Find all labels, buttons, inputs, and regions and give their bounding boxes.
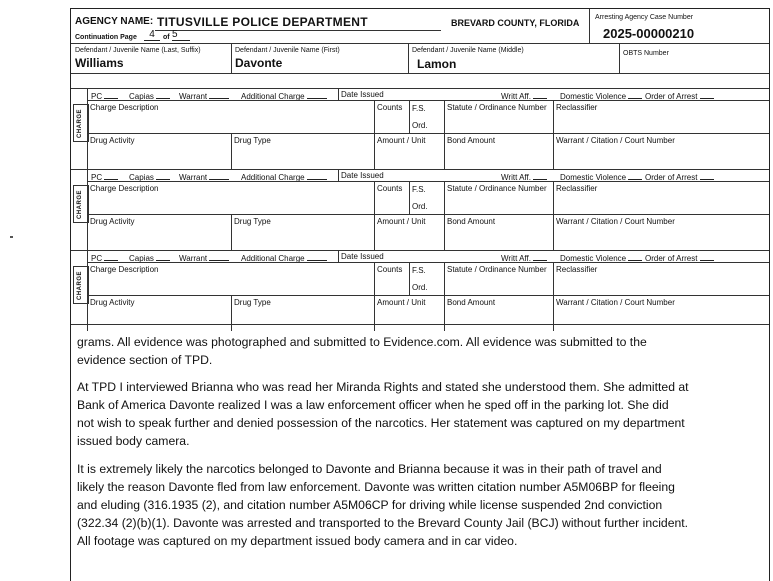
narrative-line: It is extremely likely the narcotics belonged to Davonte and Brianna because it was in their path of travel and <box>77 462 662 476</box>
warrant-citation-label: Warrant / Citation / Court Number <box>556 136 675 145</box>
reclassifier-label: Reclassifier <box>556 103 598 112</box>
writt-aff-blank <box>533 90 547 99</box>
order-of-arrest-text: Order of Arrest <box>645 92 698 101</box>
capias-blank <box>156 252 170 261</box>
drug-type-label: Drug Type <box>234 298 271 307</box>
page-number: 4 <box>144 29 160 41</box>
bond-amount-label: Bond Amount <box>447 136 496 145</box>
additional-charge-text: Additional Charge <box>241 92 305 101</box>
additional-charge-blank <box>307 171 327 180</box>
domestic-violence-blank <box>628 252 642 261</box>
ord-label: Ord. <box>412 283 428 292</box>
agency-underline <box>155 30 441 31</box>
pc-text: PC <box>91 254 103 263</box>
date-issued-label: Date Issued <box>341 90 384 99</box>
agency-label: AGENCY NAME: <box>75 16 154 27</box>
agency-name: TITUSVILLE POLICE DEPARTMENT <box>157 15 368 29</box>
defendant-middle-label: Defendant / Juvenile Name (Middle) <box>412 47 524 54</box>
reclassifier-divider <box>553 262 554 331</box>
pc-blank <box>104 252 118 261</box>
charge-top-line <box>71 88 769 89</box>
defendant-last-label: Defendant / Juvenile Name (Last, Suffix) <box>75 47 201 54</box>
charge-side-label: CHARGE <box>73 104 89 142</box>
warrant-text: Warrant <box>179 92 208 101</box>
fs-divider <box>409 100 410 133</box>
narrative-line: evidence section of TPD. <box>77 353 213 367</box>
def-divider-2 <box>408 43 409 73</box>
charge-side-label: CHARGE <box>73 266 89 304</box>
pc-blank <box>104 171 118 180</box>
case-divider <box>589 9 590 43</box>
drug-type-divider <box>231 214 232 250</box>
additional-charge-blank <box>307 252 327 261</box>
order-of-arrest-blank <box>700 252 714 261</box>
warrant-blank <box>209 171 229 180</box>
charge-description-label: Charge Description <box>90 184 159 193</box>
warrant-blank <box>209 252 229 261</box>
capias-blank <box>156 90 170 99</box>
domestic-violence-blank <box>628 90 642 99</box>
obts-label: OBTS Number <box>623 50 669 57</box>
charge-block <box>71 88 769 169</box>
warrant-text: Warrant <box>179 254 208 263</box>
drug-activity-label: Drug Activity <box>90 136 135 145</box>
narrative-line: At TPD I interviewed Brianna who was read her Miranda Rights and stated she understood them. She admitted at <box>77 380 689 394</box>
row2-bottom <box>87 214 769 215</box>
narrative-line: All footage was captured on my department issued body camera and in car video. <box>77 534 518 548</box>
fs-label: F.S. <box>412 266 426 275</box>
reclassifier-label: Reclassifier <box>556 184 598 193</box>
row1-divider <box>338 88 339 100</box>
warrant-blank <box>209 90 229 99</box>
capias-blank <box>156 171 170 180</box>
header-bottom-line <box>71 43 769 44</box>
continuation-form <box>70 8 770 581</box>
def-divider-1 <box>231 43 232 73</box>
ord-label: Ord. <box>412 121 428 130</box>
bond-amount-label: Bond Amount <box>447 298 496 307</box>
capias-text: Capias <box>129 173 154 182</box>
statute-label: Statute / Ordinance Number <box>447 184 547 193</box>
charge-top-line <box>71 169 769 170</box>
defendant-first-label: Defendant / Juvenile Name (First) <box>235 47 340 54</box>
amount-unit-label: Amount / Unit <box>377 136 426 145</box>
fs-label: F.S. <box>412 104 426 113</box>
narrative-line: Bank of America Davonte realized I was a law enforcement officer when he sped off in the parking lot. She did <box>77 398 669 412</box>
writt-aff-text: Writt Aff. <box>501 92 531 101</box>
drug-type-divider <box>231 133 232 169</box>
charge-description-label: Charge Description <box>90 103 159 112</box>
of-label: of <box>163 34 170 41</box>
warrant-citation-label: Warrant / Citation / Court Number <box>556 217 675 226</box>
capias-text: Capias <box>129 92 154 101</box>
domestic-violence-text: Domestic Violence <box>560 254 627 263</box>
drug-type-label: Drug Type <box>234 136 271 145</box>
additional-charge-blank <box>307 90 327 99</box>
narrative-top-line <box>71 324 769 325</box>
fs-label: F.S. <box>412 185 426 194</box>
capias-text: Capias <box>129 254 154 263</box>
row2-bottom <box>87 133 769 134</box>
order-of-arrest-blank <box>700 90 714 99</box>
fs-divider <box>409 181 410 214</box>
statute-label: Statute / Ordinance Number <box>447 265 547 274</box>
row2-bottom <box>87 295 769 296</box>
counts-label: Counts <box>377 103 403 112</box>
pc-blank <box>104 90 118 99</box>
charge-block <box>71 250 769 331</box>
pc-text: PC <box>91 173 103 182</box>
statute-divider <box>444 100 445 169</box>
counts-divider <box>374 262 375 331</box>
page-total: 5 <box>172 29 190 41</box>
statute-divider <box>444 181 445 250</box>
row1-bottom <box>87 262 769 263</box>
defendant-middle: Lamon <box>417 57 457 71</box>
writt-aff-blank <box>533 252 547 261</box>
counts-label: Counts <box>377 265 403 274</box>
defendant-first: Davonte <box>235 56 283 70</box>
order-of-arrest-blank <box>700 171 714 180</box>
narrative-line: and eluding (316.1935 (2), and citation number A5M06CP for driving while license suspended 2nd conviction <box>77 498 663 512</box>
additional-charge-text: Additional Charge <box>241 173 305 182</box>
domestic-violence-text: Domestic Violence <box>560 92 627 101</box>
reclassifier-divider <box>553 100 554 169</box>
counts-divider <box>374 181 375 250</box>
continuation-label: Continuation Page <box>75 34 137 41</box>
writt-aff-blank <box>533 171 547 180</box>
domestic-violence-blank <box>628 171 642 180</box>
statute-divider <box>444 262 445 331</box>
statute-label: Statute / Ordinance Number <box>447 103 547 112</box>
date-issued-label: Date Issued <box>341 252 384 261</box>
charge-top-line <box>71 250 769 251</box>
reclassifier-divider <box>553 181 554 250</box>
bond-amount-label: Bond Amount <box>447 217 496 226</box>
writt-aff-text: Writt Aff. <box>501 254 531 263</box>
county-label: BREVARD COUNTY, FLORIDA <box>451 18 580 28</box>
defendant-bottom-line <box>71 73 769 74</box>
row1-bottom <box>87 100 769 101</box>
drug-activity-label: Drug Activity <box>90 298 135 307</box>
ord-label: Ord. <box>412 202 428 211</box>
counts-label: Counts <box>377 184 403 193</box>
narrative-line: issued body camera. <box>77 434 190 448</box>
row1-divider <box>338 250 339 262</box>
charge-side-label: CHARGE <box>73 185 89 223</box>
row1-bottom <box>87 181 769 182</box>
drug-type-divider <box>231 295 232 331</box>
narrative-line: likely the reason Davonte fled from law enforcement. Davonte was written citation number A5M06BP for fleeing <box>77 480 675 494</box>
warrant-text: Warrant <box>179 173 208 182</box>
drug-type-label: Drug Type <box>234 217 271 226</box>
fs-divider <box>409 262 410 295</box>
drug-activity-label: Drug Activity <box>90 217 135 226</box>
amount-unit-label: Amount / Unit <box>377 217 426 226</box>
counts-divider <box>374 100 375 169</box>
defendant-last: Williams <box>75 56 124 70</box>
charge-block <box>71 169 769 250</box>
additional-charge-text: Additional Charge <box>241 254 305 263</box>
case-number: 2025-00000210 <box>603 26 695 41</box>
charge-description-label: Charge Description <box>90 265 159 274</box>
order-of-arrest-text: Order of Arrest <box>645 173 698 182</box>
order-of-arrest-text: Order of Arrest <box>645 254 698 263</box>
reclassifier-label: Reclassifier <box>556 265 598 274</box>
domestic-violence-text: Domestic Violence <box>560 173 627 182</box>
margin-mark <box>10 236 13 238</box>
narrative-line: not wish to speak further and denied possession of the narcotics. Her statement was captured on my department <box>77 416 685 430</box>
narrative-line: (322.34 (2)(b)(1). Davonte was arrested and transported to the Brevard County Jail (BCJ) without further incident. <box>77 516 689 530</box>
case-number-label: Arresting Agency Case Number <box>595 14 694 21</box>
amount-unit-label: Amount / Unit <box>377 298 426 307</box>
date-issued-label: Date Issued <box>341 171 384 180</box>
row1-divider <box>338 169 339 181</box>
pc-text: PC <box>91 92 103 101</box>
writt-aff-text: Writt Aff. <box>501 173 531 182</box>
narrative-line: grams. All evidence was photographed and submitted to Evidence.com. All evidence was submitted to the <box>77 335 647 349</box>
def-divider-3 <box>619 43 620 73</box>
warrant-citation-label: Warrant / Citation / Court Number <box>556 298 675 307</box>
